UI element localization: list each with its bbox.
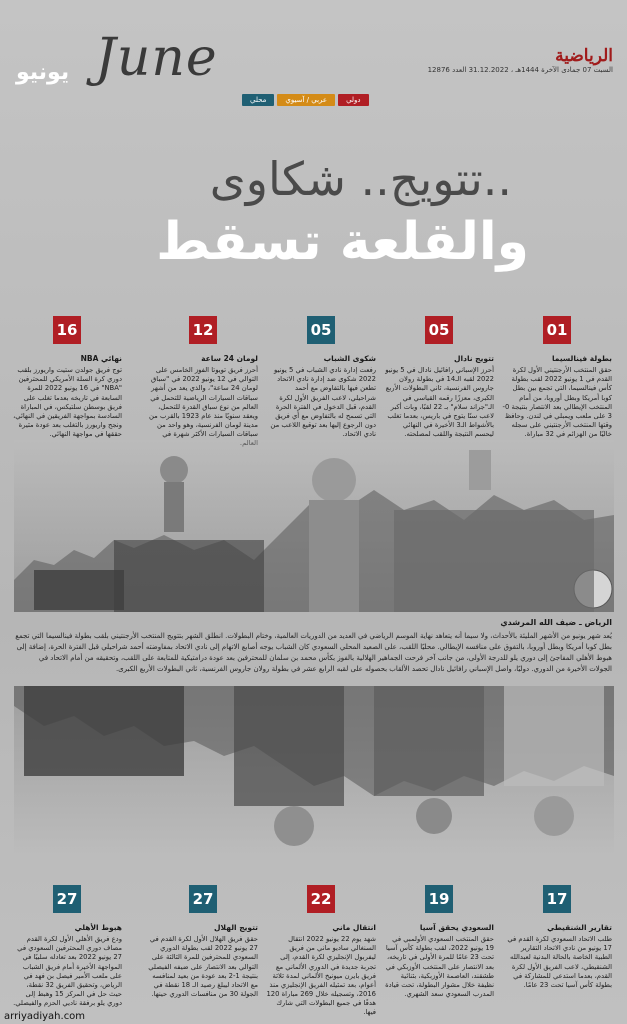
- event-column: [502, 316, 612, 439]
- event-day-badge: 19: [425, 885, 453, 913]
- event-body: حقق المنتخب السعودي الأولمبي في 19 يونيو 2022، لقب بطولة كأس آسيا تحت 23 عامًا للمرة الأولى في تاريخه، بعد الانتصار على المنتخب الأوزبكي في طشقند، العاصمة الأوزبكية، بثنائية نظيفة خلال مشوار البطولة، تحت قيادة المدرب السعودي سعد الشهري.: [385, 935, 494, 999]
- article: [14, 618, 612, 674]
- event-title: نهائي NBA: [80, 354, 122, 363]
- event-day-badge: 16: [53, 316, 81, 344]
- headline-line-2: والقلعة تسقط: [156, 212, 529, 272]
- event-day-badge: 17: [543, 885, 571, 913]
- event-column: [502, 885, 612, 990]
- event-day-badge: 22: [307, 885, 335, 913]
- event-title: تتويج الهلال: [214, 923, 258, 932]
- event-column: [266, 316, 376, 439]
- event-day-badge: 01: [543, 316, 571, 344]
- event-column: [384, 885, 494, 999]
- photo-collage-top: [14, 440, 614, 612]
- event-day-badge: 27: [189, 885, 217, 913]
- event-column: [266, 885, 376, 1018]
- event-column: [384, 316, 494, 439]
- issue-line: السبت 07 جمادى الآخرة 1444هـ ، 31.12.2022 العدد 12876: [427, 66, 613, 74]
- event-title: انتقال ماني: [332, 923, 376, 932]
- headline-line-1: تتويج.. شكاوى..: [209, 152, 512, 206]
- event-body: حقق فريق الهلال الأول لكرة القدم في 27 يونيو 2022 لقب بطولة الدوري السعودي للمحترفين للمرة الثالثة على التوالي بعد الانتصار على ضيفه الفيصلي بنتيجة 1-2 بعد عودة من بعيد لمنافسه مع الاتحاد ليبلغ رصيد الـ 18 نقطة في الجولة 30 من منافسات الدوري حينها.: [148, 935, 258, 999]
- event-body: طلب الاتحاد السعودي لكرة القدم في 17 يونيو من نادي الاتحاد التقارير الطبية الخاصة بالحالة البدنية لعبدالله الشنقيطي، لاعب الفريق الأول لكرة القدم، بعدما استدعي للمشاركة في بطولة كأس آسيا تحت 23 عامًا.: [507, 935, 612, 989]
- event-body: رفعت إدارة نادي الشباب في 5 يونيو 2022 شكوى ضد إدارة نادي الاتحاد تطعن فيها بالتفاوض مع أحمد شراحيلي، لاعب الفريق الأول لكرة القدم، قبل الدخول في الفترة الحرة التي تسمح له بالتفاوض مع أي فريق دون الرجوع إليها بعد توقيع اللاعب من نادي الاتحاد.: [270, 366, 376, 439]
- category-tag: دولي: [338, 94, 368, 106]
- footer-url: arriyadiyah.com: [4, 1011, 86, 1022]
- event-title: بطولة فينالسيما: [551, 354, 612, 363]
- newspaper-logo: الرياضية: [555, 46, 613, 66]
- header: [0, 0, 627, 104]
- article-text: يُعد شهر يونيو من الأشهر المليئة بالأحداث، ولا سيما أنه يتعاهد نهاية الموسم الرياضي في العديد من الدوريات العالمية، وختام البطولات. انطلق الشهر بتتويج المنتخب الأرجنتيني بلقب بطولة فينالسيما التي تجمع بطل كوبا أمريكا وبطل أوروبا، بالتفوق على منافسه الإيطالي. محليًا اللقب، على الصعيد المحلي السعودي كان الشباب يوجه أصابع الاتهام إلى نادي الاتحاد بمفاوضته أحمد شراحيلي قبل الفترة الحرة، إضافة إلى هبوط الأهلي المفاجئ إلى دوري يلو للدرجة الأولى، من جانب آخر فرحت الجماهير الهلالية بالفوز بكأس محمد بن سلمان للمحترفين بعد عودة درامتيكية للمتابعة على اللقب، وتحقيقه من أمام الاتحاد في الجولات الأخيرة من الدوري. دوليًا، واصل الإسباني رافائيل نادال تحصد الألقاب بحصوله على لقبه الرابع عشر في بطولة رولان جاروس الفرنسية، ثاني البطولات الأربع الكبرى.: [15, 632, 612, 673]
- category-tags: [242, 94, 369, 106]
- event-day-badge: 05: [307, 316, 335, 344]
- event-title: شكوى الشباب: [323, 354, 376, 363]
- trophy-ball-shape: [160, 456, 188, 484]
- event-body: ودع فريق الأهلي الأول لكرة القدم مصاف دوري المحترفين السعودي في 27 يونيو 2022 بعد تعادله سلبيًا في المواجهة الأخيرة أمام فريق الشباب على ملعب الأمير فيصل بن فهد في الرياض، وتحقيق الفريق 32 نقطة، حيث حل في المركز 15 وهبط إلى دوري يلو برفقة ناديي الحزم والفيصلي.: [13, 935, 122, 1008]
- event-column: [148, 885, 258, 999]
- event-title: لومان 24 ساعة: [201, 354, 258, 363]
- event-body: أحرز فريق تويوتا الفوز الخامس على التوالي في 12 يونيو 2022 في "سباق لومان 24 ساعة"، والذي يعد من أشهر سباقات السيارات الرياضية للتحمل في العالم من نوع سباق القدرة للتحمل، ويعقد سنويًا منذ عام 1923 بالقرب من مدينة لومان الفرنسية، وهو واحد من سباقات السيارات الأكثر شهرة في العالم.: [149, 366, 258, 448]
- event-day-badge: 12: [189, 316, 217, 344]
- event-body: حقق المنتخب الأرجنتيني الأول لكرة القدم في 1 يونيو 2022 لقب بطولة كأس فينالسيما، التي تجمع بين بطل كوبا أمريكا وبطل أوروبا، من أمام المنتخب الإيطالي بعد الانتصار بنتيجة 0-3 على ملعب ويمبلي في لندن. وحافظ وقتها المنتخب الأرجنتيني على سجله خاليًا من الهزائم في 32 مباراة.: [502, 366, 612, 439]
- event-body: توج فريق جولدن ستيت واريورز بلقب دوري كرة السلة الأمريكي للمحترفين "NBA" في 16 يونيو 2022 للمرة السابعة في تاريخه بعدما تغلب على فريق بوسطن سلتيكس، في المباراة السادسة بمواجهة الفريقين في النهائي، ونجح واريورز بالتغلب بعد عودة مثيرة حققها في مواجهة النهائي.: [13, 366, 122, 439]
- photo-collage-bottom: [14, 686, 614, 858]
- event-day-badge: 27: [53, 885, 81, 913]
- event-column: [12, 885, 122, 1008]
- event-column: [148, 316, 258, 449]
- event-day-badge: 05: [425, 316, 453, 344]
- event-title: تتويج نادال: [454, 354, 494, 363]
- category-tag: عربي / آسيوي: [277, 94, 335, 106]
- event-title: تقارير الشنقيطي: [547, 923, 612, 932]
- event-body: أحرز الإسباني رافائيل نادال في 5 يونيو 2022 لقبه الـ14 في بطولة رولان جاروس الفرنسية، ثاني البطولات الأربع الكبرى، معززًا رقمه القياسي في الـ"جراند سلام" بـ 22 لقبًا، وبات أكبر لاعب سنًا يتوج في باريس، بعدما تغلب بالأشواط الـ3 الأخيرة في النهائي ليحسم النتيجة واللقب لمصلحته.: [385, 366, 494, 439]
- event-body: شهد يوم 22 يونيو 2022 انتقال السنغالي ساديو ماني من فريق ليفربول الإنجليزي لكرة القدم، إلى تجربة جديدة في الدوري الألماني مع فريق بايرن ميونيخ الألماني لمدة ثلاثة أعوام، بعد تمثيله الفريق الإنجليزي منذ 2016، وتسجيله خلال 269 مباراة 120 هدفًا في جميع البطولات التي شارك فيها.: [266, 935, 376, 1017]
- month-label: يونيو: [16, 60, 70, 85]
- byline: الرياض ـ ضيف الله المرشدي: [500, 618, 612, 627]
- event-title: السعودي يحقق آسيا: [419, 923, 494, 932]
- event-column: [12, 316, 122, 439]
- month-script: June: [95, 28, 218, 88]
- event-title: هبوط الأهلي: [74, 923, 122, 932]
- category-tag: محلي: [242, 94, 274, 106]
